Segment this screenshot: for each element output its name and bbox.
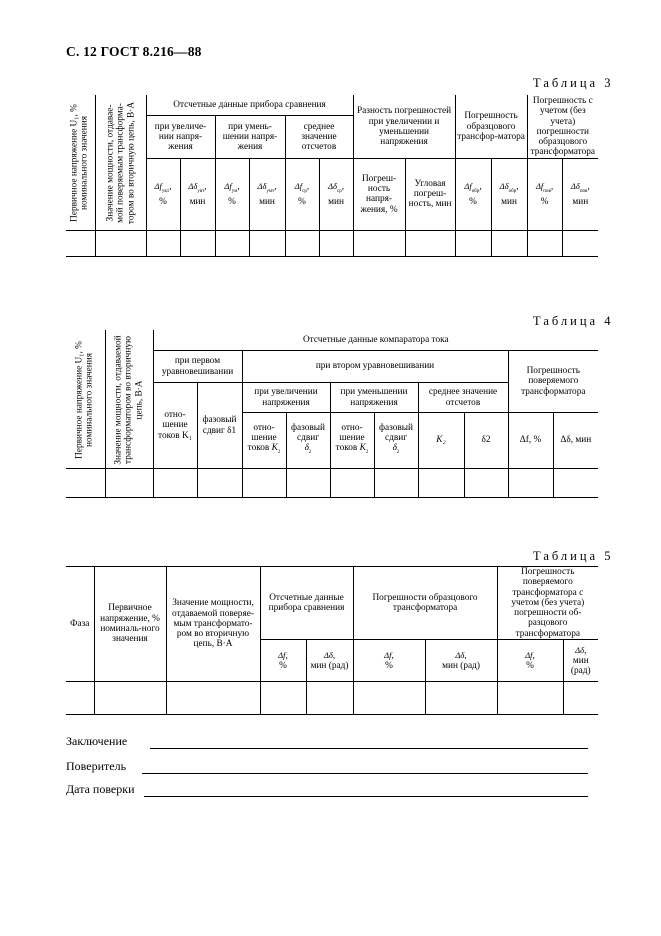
t4-k2: K₂ [418,413,464,469]
t4-empty-row [66,469,598,498]
t3-d-res: $\Delta\delta_{пов}$, мин [562,158,598,230]
t5-f-ref: Δf, % [353,640,425,682]
t3-mean-header: среднее значение отсчетов [285,116,353,159]
t5-primary-voltage-header: Первичное напряжение, % номиналь-ного значения [94,567,166,682]
t5-f-readings: Δf, % [260,640,306,682]
t4-ratio-k1: отно-шение токов K₁ [153,383,197,469]
t3-f-mean: $\Delta f_{ср}$, % [285,158,319,230]
t3-primary-voltage-header: Первичное напряжение U₁, % номинального значения [66,96,95,231]
t5-result-error-header: Погрешность поверяемого трансформатора с учетом (без учета) погрешности об-разцового трансформатора [497,567,598,640]
t5-d-result: Δδ, мин (рад) [563,640,598,682]
t3-f-inc: $\Delta f_{ув1}$, % [146,158,180,230]
t3-power-header: Значение мощности, отдавае-мой поверяемым трансформа-тором во вторичную цепь, В·А [95,96,146,231]
t3-d-inc: $\Delta\delta_{увт}$, мин [180,158,215,230]
t3-diff-header: Разность погрешностей при увеличении и уменьшении напряжения [353,96,455,159]
t5-f-result: Δf, % [497,640,563,682]
date-label: Дата поверки [66,782,135,796]
table4 [66,330,598,498]
t3-angle-error: Угловая погреш-ность, мин [405,158,455,230]
t4-phase-inc: фазовый сдвиг $\delta_2$ [286,413,330,469]
t4-power-header: Значение мощности, отдаваемой трансформатором во вторичную цепь, В·А [105,331,153,469]
verifier-label: Поверитель [66,759,127,773]
verifier-line[interactable] [142,773,588,774]
t3-f-ref: $\Delta f_{обр}$, % [455,158,491,230]
t5-empty-row [66,682,598,715]
table4-caption: Таблица 4 [533,314,614,328]
t4-second-header: при втором уравновешивании [242,351,508,383]
t4-first-header: при первом уравновешивании [153,351,242,383]
t4-d-min: Δδ, мин [553,413,598,469]
t3-result-error-header: Погрешность с учетом (без учета) погрешности образцового трансформатора [527,96,598,159]
t3-on-decrease-header: при умень-шении напря-жения [215,116,285,159]
conclusion-label: Заключение [66,734,128,748]
t5-ref-error-header: Погрешности образцового трансформатора [353,567,497,640]
page-title: С. 12 ГОСТ 8.216—88 [66,44,202,59]
date-line[interactable] [144,796,588,797]
t5-d-readings: Δδ, мин (рад) [306,640,353,682]
t4-f-pct: Δf, % [508,413,553,469]
t3-on-increase-header: при увеличе-нии напря-жения [146,116,215,159]
t3-voltage-error: Погреш-ность напря-жения, % [353,158,405,230]
t4-phase-dec: фазовый сдвиг $\delta_2$ [374,413,418,469]
t4-primary-voltage-header: Первичное напряжение U₁, % номинального значения [66,331,105,469]
t4-mean-header: среднее значение отсчетов [418,383,508,413]
t4-error-header: Погрешность поверяемого трансформатора [508,351,598,413]
t5-readings-header: Отсчетные данные прибора сравнения [260,567,353,640]
t5-phase-header: Фаза [66,567,94,682]
t3-d-dec: $\Delta\delta_{умт}$, мин [249,158,285,230]
t3-d-ref: $\Delta\delta_{обр}$, мин [491,158,527,230]
t3-f-dec: $\Delta f_{ум}$, % [215,158,249,230]
t5-d-ref: Δδ, мин (рад) [425,640,497,682]
table5-caption: Таблица 5 [533,549,614,563]
t3-f-res: $\Delta f_{пов}$, % [527,158,562,230]
table3-caption: Таблица 3 [533,76,614,90]
t4-on-decrease-header: при уменьшении напряжения [330,383,418,413]
t5-power-header: Значение мощности, отдаваемой поверяе-мым трансформато-ром во вторичную цепь, В·А [166,567,260,682]
t4-on-increase-header: при увеличении напряжения [242,383,330,413]
t3-empty-row [66,230,598,256]
t4-phase-d1: фазовый сдвиг δ1 [197,383,242,469]
table3 [66,95,598,257]
t4-ratio-inc: отно-шение токов $K_2$ [242,413,286,469]
t3-d-mean: $\Delta\delta_{ср}$, мин [319,158,353,230]
table5 [66,566,598,715]
t4-ratio-dec: отно-шение токов $K_2$ [330,413,374,469]
t3-readings-header: Отсчетные данные прибора сравнения [146,96,353,116]
conclusion-line[interactable] [150,748,588,749]
t4-d2: δ2 [464,413,508,469]
t4-readings-header: Отсчетные данные компаратора тока [153,331,598,351]
t3-ref-error-header: Погрешность образцового трансфор-матора [455,96,527,159]
